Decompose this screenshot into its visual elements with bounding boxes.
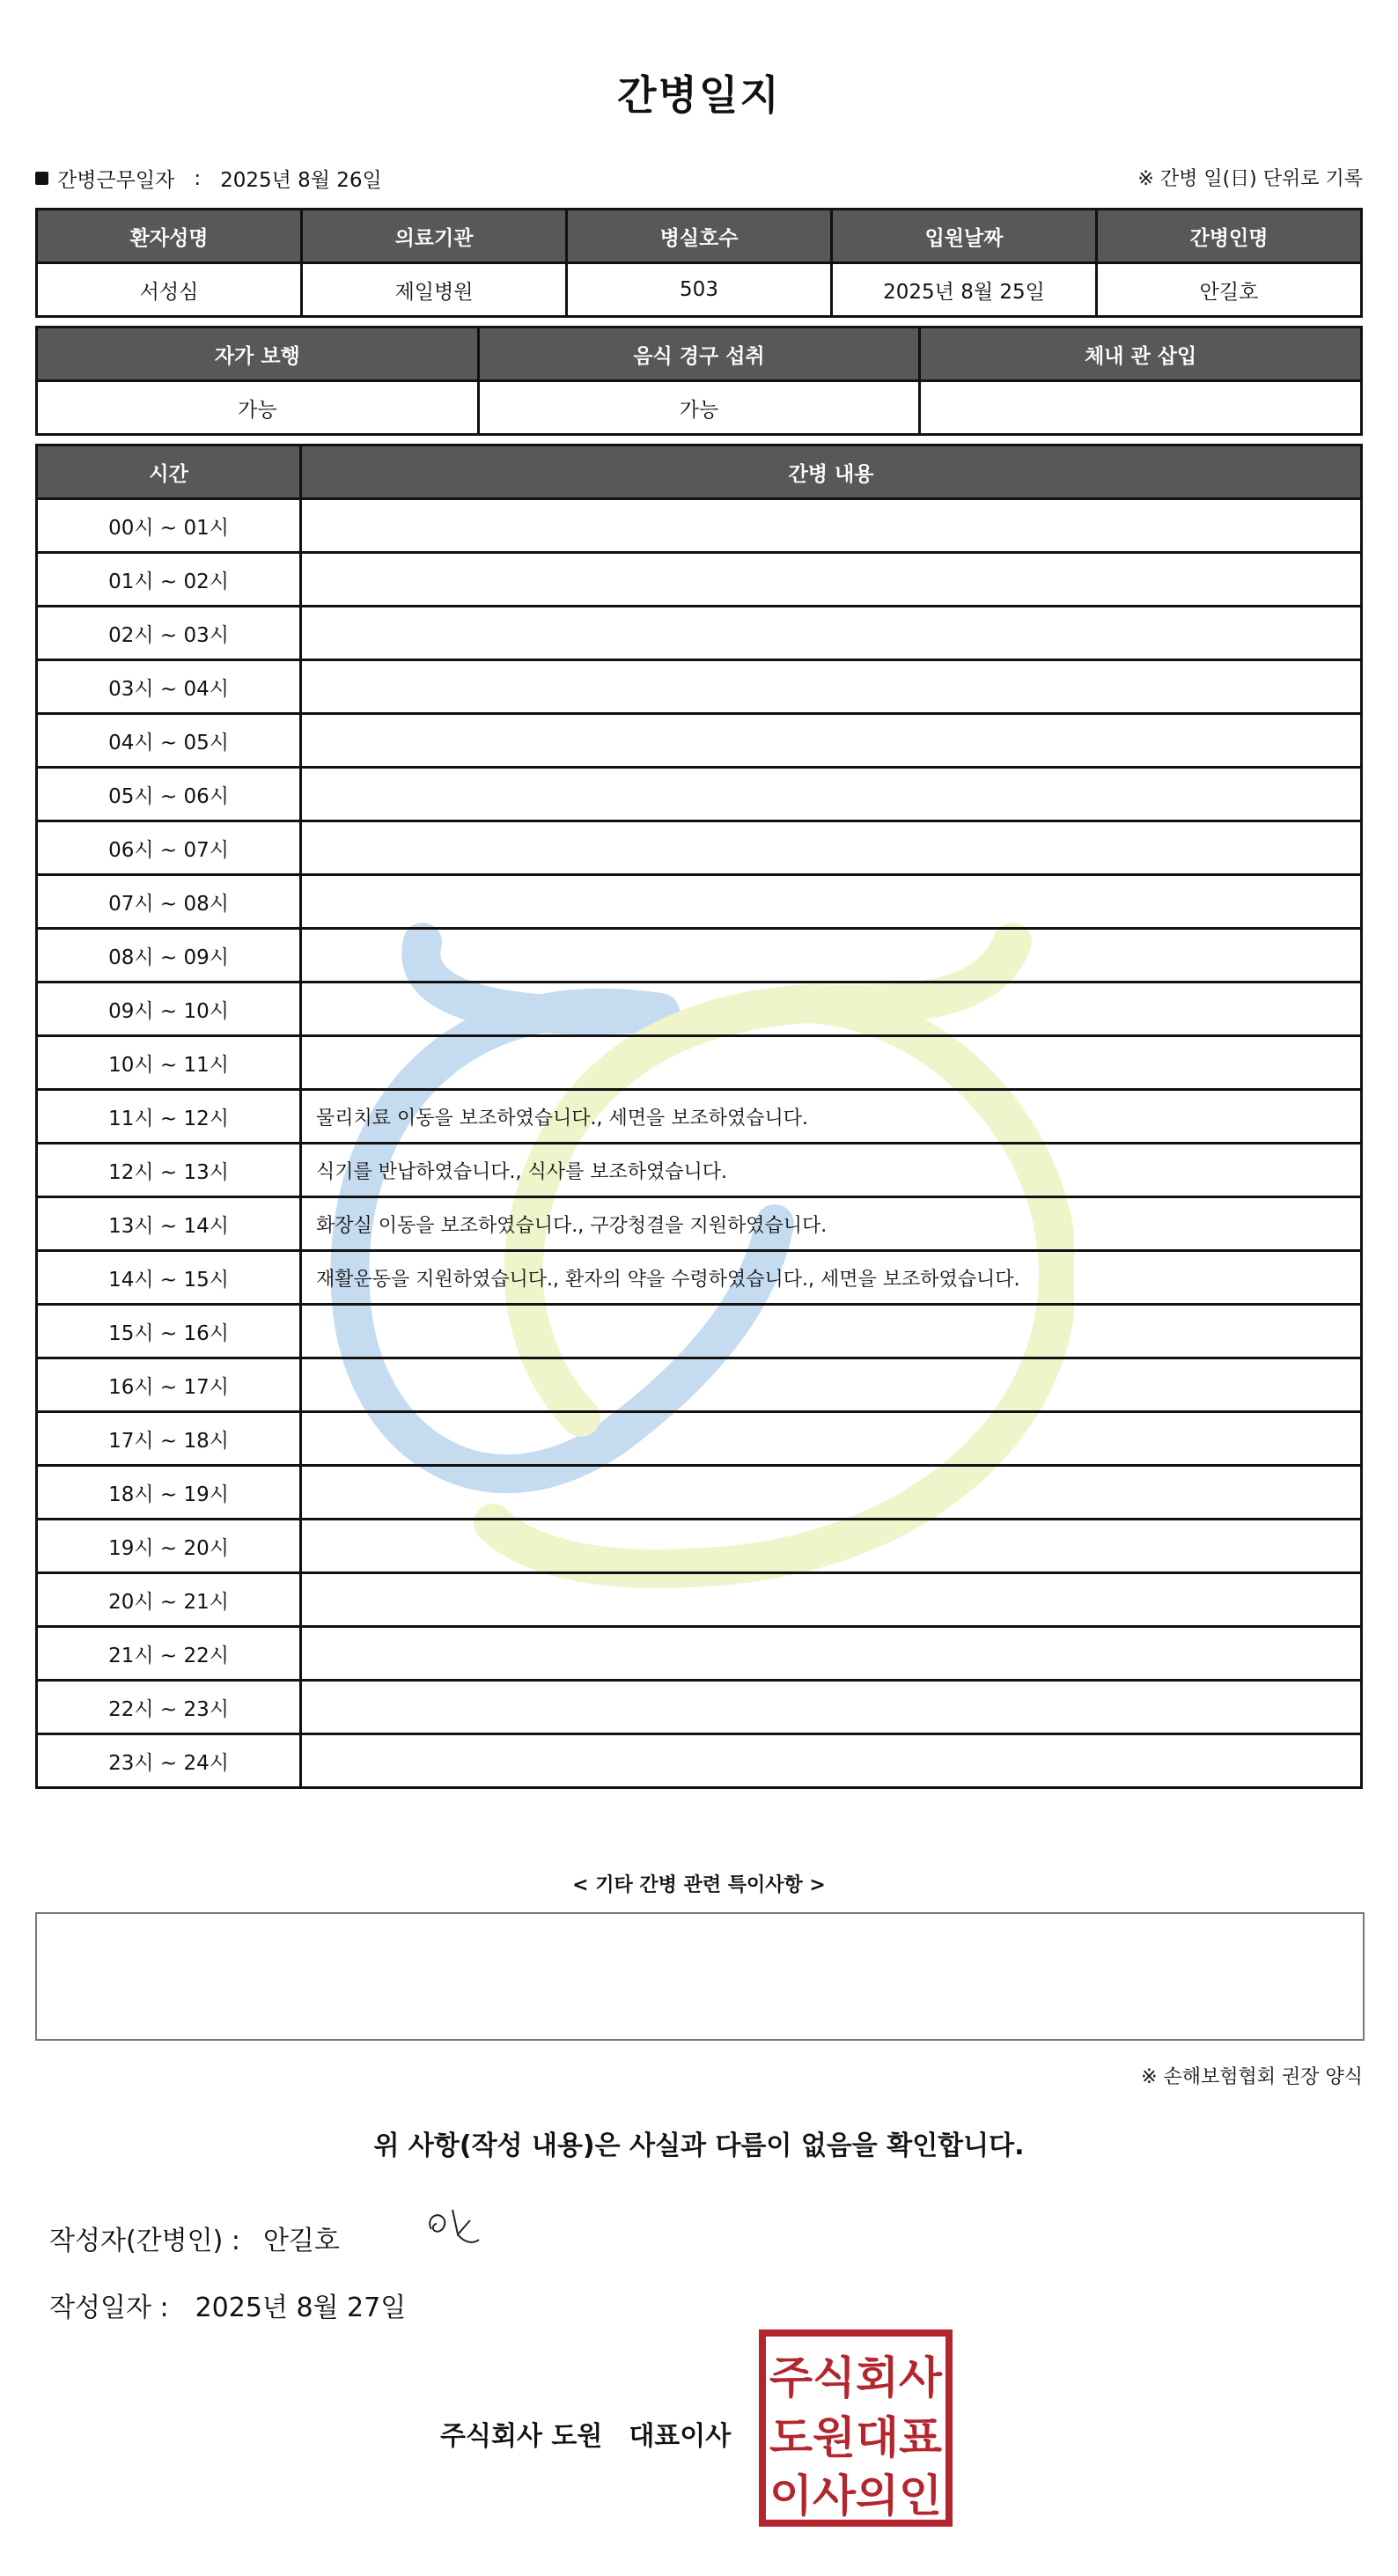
care-content xyxy=(301,1627,1362,1681)
time-slot: 08시 ~ 09시 xyxy=(37,929,301,983)
care-content xyxy=(301,1358,1362,1412)
time-slot: 18시 ~ 19시 xyxy=(37,1466,301,1520)
work-date-sep: : xyxy=(194,166,202,190)
care-content xyxy=(301,1520,1362,1573)
time-slot: 19시 ~ 20시 xyxy=(37,1520,301,1573)
care-content xyxy=(301,1412,1362,1466)
patient-name: 서성심 xyxy=(37,263,302,317)
writer-line xyxy=(49,2219,340,2257)
care-content xyxy=(301,607,1362,660)
time-slot: 07시 ~ 08시 xyxy=(37,875,301,929)
table-row xyxy=(37,660,1362,714)
table-row xyxy=(37,1681,1362,1734)
time-slot: 12시 ~ 13시 xyxy=(37,1144,301,1197)
hospital-name: 제일병원 xyxy=(302,263,567,317)
caregiver-name: 안길호 xyxy=(1097,263,1362,317)
header-self-walking: 자가 보행 xyxy=(37,328,479,381)
time-slot: 11시 ~ 12시 xyxy=(37,1090,301,1144)
care-content xyxy=(301,1036,1362,1090)
time-slot: 00시 ~ 01시 xyxy=(37,499,301,553)
bullet-square-icon xyxy=(35,172,48,185)
table-row xyxy=(37,1412,1362,1466)
status-value-row xyxy=(37,381,1362,435)
table-row xyxy=(37,1251,1362,1305)
patient-value-row xyxy=(37,263,1362,317)
header-care-content: 간병 내용 xyxy=(301,445,1362,499)
page-title: 간병일지 xyxy=(617,71,781,119)
care-content xyxy=(301,1681,1362,1734)
table-row xyxy=(37,499,1362,553)
time-slot: 17시 ~ 18시 xyxy=(37,1412,301,1466)
care-content xyxy=(301,768,1362,821)
care-content: 화장실 이동을 보조하였습니다., 구강청결을 지원하였습니다. xyxy=(301,1197,1362,1251)
time-slot: 05시 ~ 06시 xyxy=(37,768,301,821)
header-admission-date: 입원날짜 xyxy=(832,210,1097,263)
status-header-row xyxy=(37,328,1362,381)
table-row xyxy=(37,1197,1362,1251)
table-row xyxy=(37,1466,1362,1520)
table-row xyxy=(37,983,1362,1036)
svg-text:주식회사: 주식회사 xyxy=(769,2352,943,2403)
signature xyxy=(423,2201,502,2254)
table-row xyxy=(37,1144,1362,1197)
time-slot: 23시 ~ 24시 xyxy=(37,1734,301,1788)
special-notes-box xyxy=(35,1912,1365,2041)
care-content xyxy=(301,1734,1362,1788)
tube-insertion-value xyxy=(920,381,1362,435)
time-slot: 22시 ~ 23시 xyxy=(37,1681,301,1734)
time-slot: 15시 ~ 16시 xyxy=(37,1305,301,1358)
time-slot: 04시 ~ 05시 xyxy=(37,714,301,768)
written-date-label: 작성일자 : xyxy=(49,2293,169,2323)
time-slot: 20시 ~ 21시 xyxy=(37,1573,301,1627)
table-row xyxy=(37,607,1362,660)
header-time: 시간 xyxy=(37,445,301,499)
care-content xyxy=(301,983,1362,1036)
patient-table xyxy=(35,208,1363,318)
header-patient-name: 환자성명 xyxy=(37,210,302,263)
company-line xyxy=(440,2414,731,2453)
care-content xyxy=(301,660,1362,714)
time-slot: 21시 ~ 22시 xyxy=(37,1627,301,1681)
confirmation-statement: 위 사항(작성 내용)은 사실과 다름이 없음을 확인합니다. xyxy=(373,2131,1025,2161)
oral-intake-value: 가능 xyxy=(478,381,920,435)
table-row xyxy=(37,1573,1362,1627)
care-content xyxy=(301,929,1362,983)
time-slot: 09시 ~ 10시 xyxy=(37,983,301,1036)
care-content: 식기를 반납하였습니다., 식사를 보조하였습니다. xyxy=(301,1144,1362,1197)
care-content xyxy=(301,1305,1362,1358)
table-row xyxy=(37,768,1362,821)
work-date-label: 간병근무일자 xyxy=(57,169,175,192)
time-slot: 03시 ~ 04시 xyxy=(37,660,301,714)
meta-row xyxy=(35,164,1363,194)
table-row xyxy=(37,1734,1362,1788)
table-row xyxy=(37,1305,1362,1358)
log-header-row xyxy=(37,445,1362,499)
header-tube-insertion: 체내 관 삽입 xyxy=(920,328,1362,381)
room-number: 503 xyxy=(567,263,832,317)
company-ceo-title: 대표이사 xyxy=(629,2421,732,2452)
header-caregiver: 간병인명 xyxy=(1097,210,1362,263)
form-note: ※ 손해보험협회 권장 양식 xyxy=(1141,2066,1363,2088)
self-walking-value: 가능 xyxy=(37,381,479,435)
company-seal xyxy=(759,2329,953,2527)
svg-text:이사의인: 이사의인 xyxy=(769,2470,942,2521)
unit-note: ※ 간병 일(日) 단위로 기록 xyxy=(1137,168,1363,190)
table-row xyxy=(37,1358,1362,1412)
header-room: 병실호수 xyxy=(567,210,832,263)
care-content: 재활운동을 지원하였습니다., 환자의 약을 수령하였습니다., 세면을 보조하였습니다. xyxy=(301,1251,1362,1305)
time-slot: 10시 ~ 11시 xyxy=(37,1036,301,1090)
written-date-value: 2025년 8월 27일 xyxy=(195,2293,407,2323)
care-content xyxy=(301,875,1362,929)
time-slot: 13시 ~ 14시 xyxy=(37,1197,301,1251)
table-row xyxy=(37,875,1362,929)
time-slot: 01시 ~ 02시 xyxy=(37,553,301,607)
written-date-line xyxy=(49,2285,406,2324)
table-row xyxy=(37,1036,1362,1090)
special-notes-title: < 기타 간병 관련 특이사항 > xyxy=(572,1874,826,1896)
status-table xyxy=(35,326,1363,436)
table-row xyxy=(37,714,1362,768)
admission-date: 2025년 8월 25일 xyxy=(832,263,1097,317)
work-date-value: 2025년 8월 26일 xyxy=(220,169,382,192)
care-content xyxy=(301,714,1362,768)
table-row xyxy=(37,821,1362,875)
care-log-table xyxy=(35,444,1363,1789)
table-row xyxy=(37,1627,1362,1681)
writer-label: 작성자(간병인) : xyxy=(49,2226,240,2256)
table-row xyxy=(37,1090,1362,1144)
header-hospital: 의료기관 xyxy=(302,210,567,263)
writer-name: 안길호 xyxy=(262,2226,340,2256)
time-slot: 16시 ~ 17시 xyxy=(37,1358,301,1412)
table-row xyxy=(37,553,1362,607)
work-date xyxy=(35,164,382,193)
care-content xyxy=(301,821,1362,875)
time-slot: 14시 ~ 15시 xyxy=(37,1251,301,1305)
header-oral-intake: 음식 경구 섭취 xyxy=(478,328,920,381)
care-content xyxy=(301,553,1362,607)
care-log-body xyxy=(37,499,1362,1788)
table-row xyxy=(37,1520,1362,1573)
time-slot: 02시 ~ 03시 xyxy=(37,607,301,660)
patient-header-row xyxy=(37,210,1362,263)
care-content xyxy=(301,1573,1362,1627)
svg-text:도원대표: 도원대표 xyxy=(769,2412,943,2463)
time-slot: 06시 ~ 07시 xyxy=(37,821,301,875)
care-content xyxy=(301,1466,1362,1520)
care-content: 물리치료 이동을 보조하였습니다., 세면을 보조하였습니다. xyxy=(301,1090,1362,1144)
table-row xyxy=(37,929,1362,983)
care-content xyxy=(301,499,1362,553)
company-name: 주식회사 도원 xyxy=(440,2421,603,2452)
